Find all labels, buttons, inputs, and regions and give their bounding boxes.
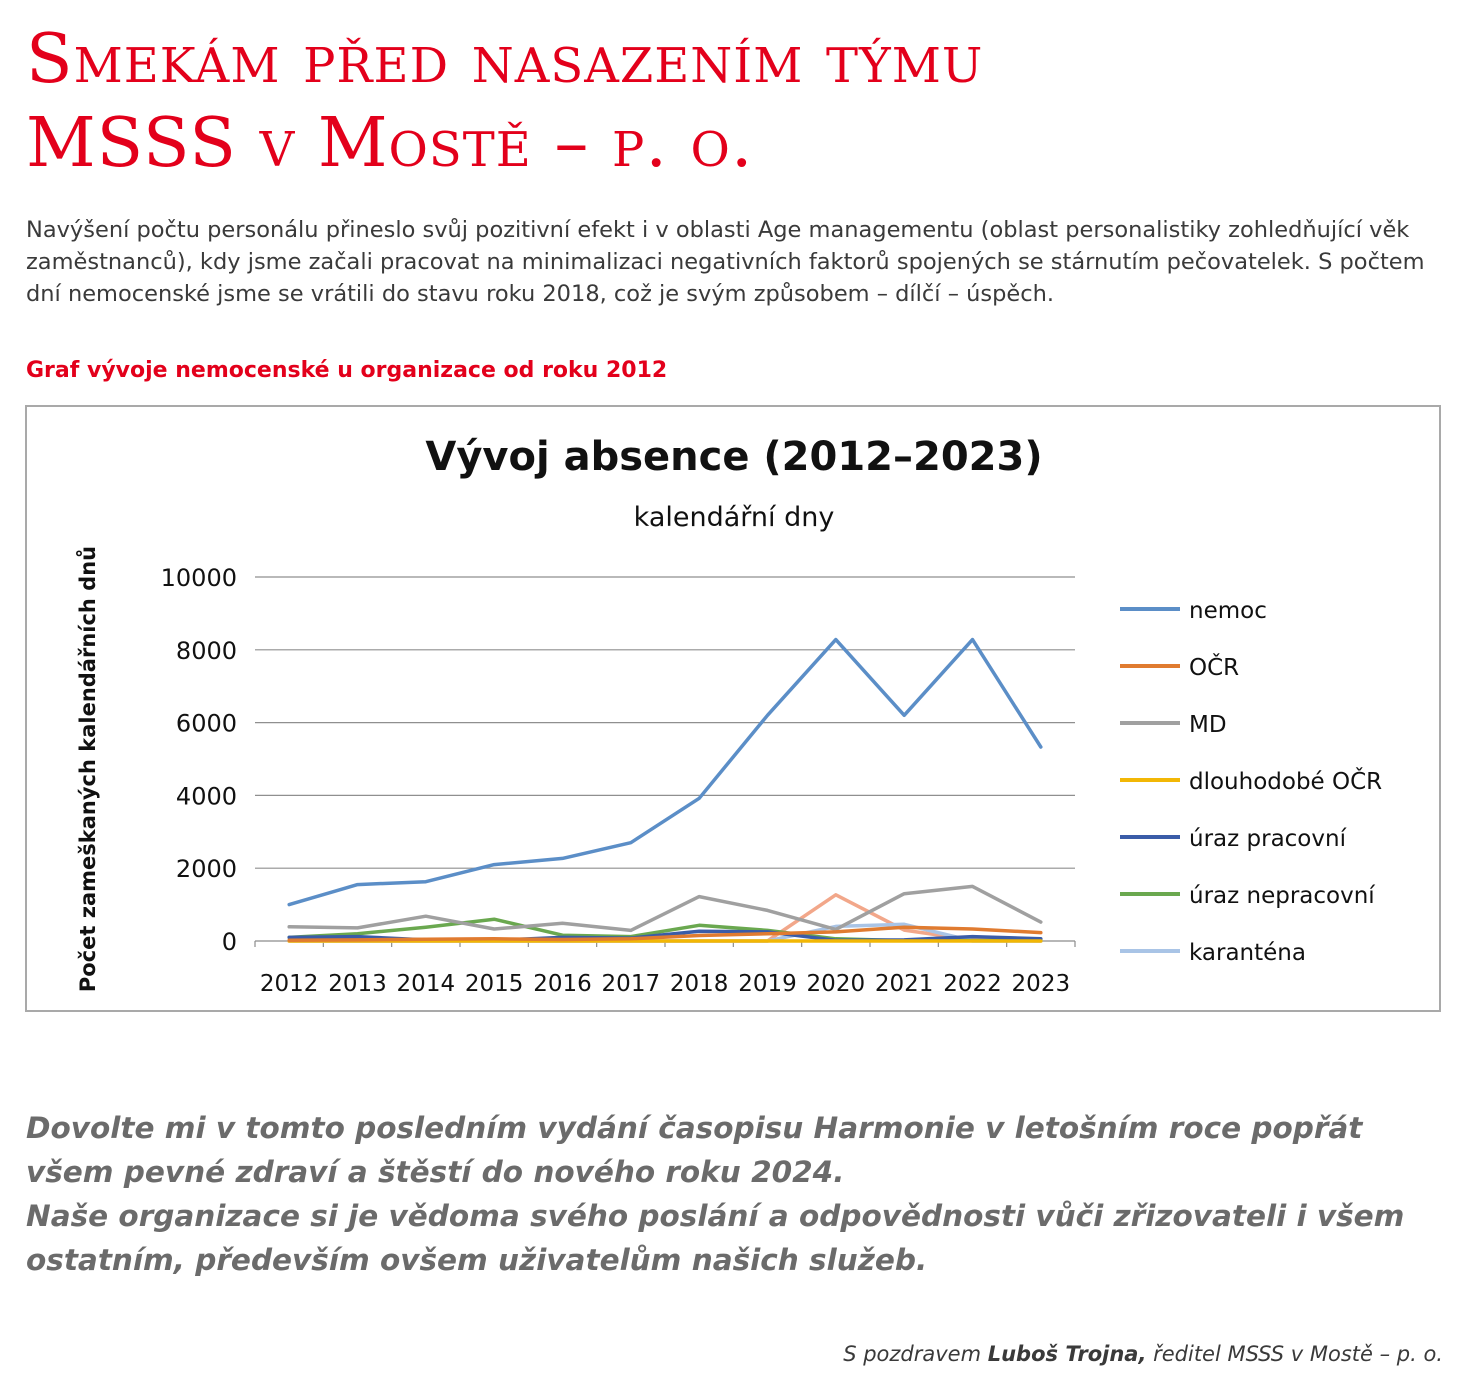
legend-label: MD bbox=[1189, 712, 1227, 738]
legend-label: karanténa bbox=[1189, 940, 1306, 966]
signature-prefix: S pozdravem bbox=[843, 1342, 988, 1366]
x-tick-label: 2016 bbox=[533, 971, 592, 997]
closing-line-1: Dovolte mi v tomto posledním vydání časopisu Harmonie v letošním roce popřát všem pevné zdraví a štěstí do nového roku 2024. bbox=[26, 1111, 1363, 1189]
closing-message bbox=[26, 1106, 1451, 1282]
legend-label: OČR bbox=[1189, 655, 1240, 681]
series-lines bbox=[289, 640, 1041, 941]
article-title-line-1: Smekám před nasazením týmu bbox=[26, 20, 984, 99]
intro-paragraph: Navýšení počtu personálu přineslo svůj pozitivní efekt i v oblasti Age managementu (oblast personalistiky zohledňující věk zaměstnanců), kdy jsme začali pracovat na minimalizaci negativních faktorů spojených se stárnutím pečovatelek. S počtem dní nemocenské jsme se vrátili do stavu roku 2018, což je svým způsobem – dílčí – úspěch. bbox=[26, 217, 1425, 307]
legend-label: nemoc bbox=[1189, 598, 1267, 624]
x-tick-label: 2021 bbox=[874, 971, 934, 997]
chart-frame bbox=[25, 405, 1441, 1012]
signature bbox=[843, 1342, 1443, 1366]
y-tick-label: 4000 bbox=[175, 782, 237, 811]
y-tick-label: 2000 bbox=[175, 855, 237, 884]
y-tick-label: 8000 bbox=[175, 636, 237, 665]
x-tick-label: 2014 bbox=[396, 971, 456, 997]
x-tick-label: 2020 bbox=[806, 971, 866, 997]
article-title-line-2: MSSS v Mostě – p. o. bbox=[26, 104, 754, 183]
closing-line-2: Naše organizace si je vědoma svého poslání a odpovědnosti vůči zřizovateli i všem ostatním, především ovšem uživatelům našich služeb. bbox=[26, 1199, 1405, 1277]
x-tick-label: 2019 bbox=[738, 971, 797, 997]
y-tick-labels bbox=[161, 564, 237, 956]
legend-label: úraz nepracovní bbox=[1189, 883, 1375, 909]
absence-line-chart bbox=[27, 407, 1443, 1014]
gridlines bbox=[255, 577, 1075, 947]
y-tick-label: 0 bbox=[221, 928, 237, 956]
y-tick-label: 6000 bbox=[175, 709, 237, 738]
figure-caption: Graf vývoje nemocenské u organizace od roku 2012 bbox=[26, 358, 668, 383]
x-tick-label: 2012 bbox=[259, 971, 319, 997]
x-tick-label: 2023 bbox=[1011, 971, 1071, 997]
series-line bbox=[289, 886, 1041, 930]
x-tick-labels bbox=[260, 971, 1070, 997]
y-axis-label: Počet zameškaných kalendářních dnů bbox=[76, 545, 100, 993]
y-tick-label: 10000 bbox=[160, 564, 237, 592]
legend-label: dlouhodobé OČR bbox=[1189, 769, 1383, 795]
chart-subtitle: kalendářní dny bbox=[633, 502, 835, 533]
x-tick-label: 2015 bbox=[464, 971, 524, 997]
x-tick-label: 2013 bbox=[328, 971, 387, 997]
series-line bbox=[289, 640, 1041, 905]
x-tick-label: 2018 bbox=[669, 971, 729, 997]
article-title bbox=[26, 18, 1446, 186]
chart-title: Vývoj absence (2012–2023) bbox=[425, 434, 1043, 480]
signature-name: Luboš Trojna, bbox=[987, 1342, 1147, 1366]
x-tick-label: 2022 bbox=[943, 971, 1002, 997]
signature-suffix: ředitel MSSS v Mostě – p. o. bbox=[1146, 1342, 1443, 1366]
legend-label: úraz pracovní bbox=[1189, 826, 1346, 852]
x-tick-label: 2017 bbox=[601, 971, 661, 997]
legend bbox=[1120, 598, 1382, 966]
